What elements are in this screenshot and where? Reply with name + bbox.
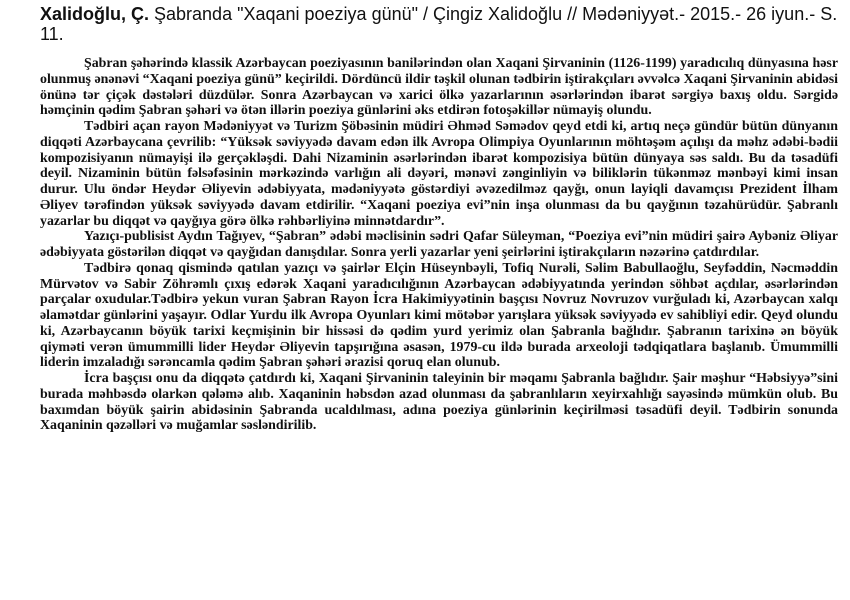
citation-title: Şabranda "Xaqani poeziya günü" / Çingiz Xalidoğlu // Mədəniyyət.- 2015.- 26 iyun.- S. 11. — [40, 4, 838, 44]
paragraph: Yazıçı-publisist Aydın Tağıyev, “Şabran” ədəbi məclisinin sədri Qafar Süleyman, “Poeziya evi”nin müdiri şairə Aybəniz Əliyar ədəbiyyata göstərilən diqqət və qayğıdan danışdılar. Sonra yerli yazarlar yeni şeirlərini iştirakçıların nəzərinə çatdırdılar. — [40, 229, 838, 260]
citation-author: Xalidoğlu, Ç. — [40, 4, 150, 24]
paragraph: Tədbirə qonaq qismində qatılan yazıçı və şairlər Elçin Hüseynbəyli, Tofiq Nurəli, Səlim Babullaoğlu, Seyfəddin, Nəcməddin Mürvətov və Sabir Zöhrəmlı çıxış edərək Xaqani yaradıcılığının Azərbaycan ədəbiyyatında yerindən söhbət açdılar, əsərlərindən parçalar oxudular.Tədbirə yekun vuran Şabran Rayon İcra Hakimiyyətinin başçısı Novruz Novruzov vurğuladı ki, Azərbaycan xalqı əlamətdar günlərini yaşayır. Odlar Yurdu ilk Avropa Oyunları kimi mötəbər yarışlara yüksək səviyyədə ev sahibliyi edir. Qeyd olundu ki, Azərbaycanın böyük tarixi keçmişinin bir hissəsi də qədim yurd yerimiz olan Şabranla bağlıdır. Şabranın tarixinə ən böyük qiyməti verən ümummilli lider Heydər Əliyevin tapşırığına əsasən, 1979-cu ildə burada arxeoloji tədqiqatlara başlanıb. Ümummilli liderin imzaladığı sərəncamla qədim Şabran şəhəri ərazisi qoruq elan olunub. — [40, 260, 838, 371]
article-body — [40, 56, 838, 434]
paragraph: Şabran şəhərində klassik Azərbaycan poeziyasının banilərindən olan Xaqani Şirvaninin (1126-1199) yaradıcılıq dünyasına həsr olunmuş ənənəvi “Xaqani poeziya günü” keçirildi. Dördüncü ildir təşkil olunan tədbirin iştirakçıları əvvəlcə Xaqani Şirvaninin abidəsi önünə tər çiçək dəstələri düzdülər. Sonra Azərbaycan və xarici ölkə yazarlarının əsərlərindən ibarət sərgiyə baxış oldu. Sərgidə həmçinin qədim Şabran şəhəri və ötən illərin poeziya günlərini əks etdirən fotoşəkillər nümayiş olundu. — [40, 56, 838, 119]
paragraph: İcra başçısı onu da diqqətə çatdırdı ki, Xaqani Şirvaninin taleyinin bir məqamı Şabranla bağlıdır. Şair məşhur “Həbsiyyə”sini burada məhbəsdə olarkən qələmə alıb. Xaqaninin həbsdən azad olunması da şabranlıların xeyirxahlığı sayəsində mümkün olub. Bu baxımdan böyük şairin abidəsinin Şabranda ucaldılması, adına poeziya günlərinin keçirilməsi təsadüfi deyil. Tədbirin sonunda Xaqaninin qəzəlləri və muğamlar səsləndirilib. — [40, 371, 838, 434]
paragraph: Tədbiri açan rayon Mədəniyyət və Turizm Şöbəsinin müdiri Əhməd Səmədov qeyd etdi ki, artıq neçə gündür bütün dünyanın diqqəti Azərbaycana çevrilib: “Yüksək səviyyədə davam edən ilk Avropa Olimpiya Oyunlarının möhtəşəm açılışı da məhz ədəbi-bədii kompozisiyanın nümayişi ilə gerçəkləşdi. Dahi Nizaminin əsərlərindən ibarət kompozisiya bütün dünyaya səs saldı. Bu da təsadüfi deyil. Nizaminin bütün fəlsəfəsinin mərkəzində varlığın ali dəyəri, mənəvi zənginliyin və biliklərin tükənməz mənbəyi kimi insan durur. Ulu öndər Heydər Əliyevin ədəbiyyata, mədəniyyətə göstərdiyi əvəzedilməz qayğı, onun layiqli davamçısı Prezident İlham Əliyev tərəfindən yüksək səviyyədə davam etdirilir. “Xaqani poeziya evi”nin inşa olunması da bu qayğının təzahürüdür. Şabranlı yazarlar bu diqqət və qayğıya görə ölkə rəhbərliyinə minnətdardır”. — [40, 119, 838, 229]
citation-header — [40, 4, 838, 44]
